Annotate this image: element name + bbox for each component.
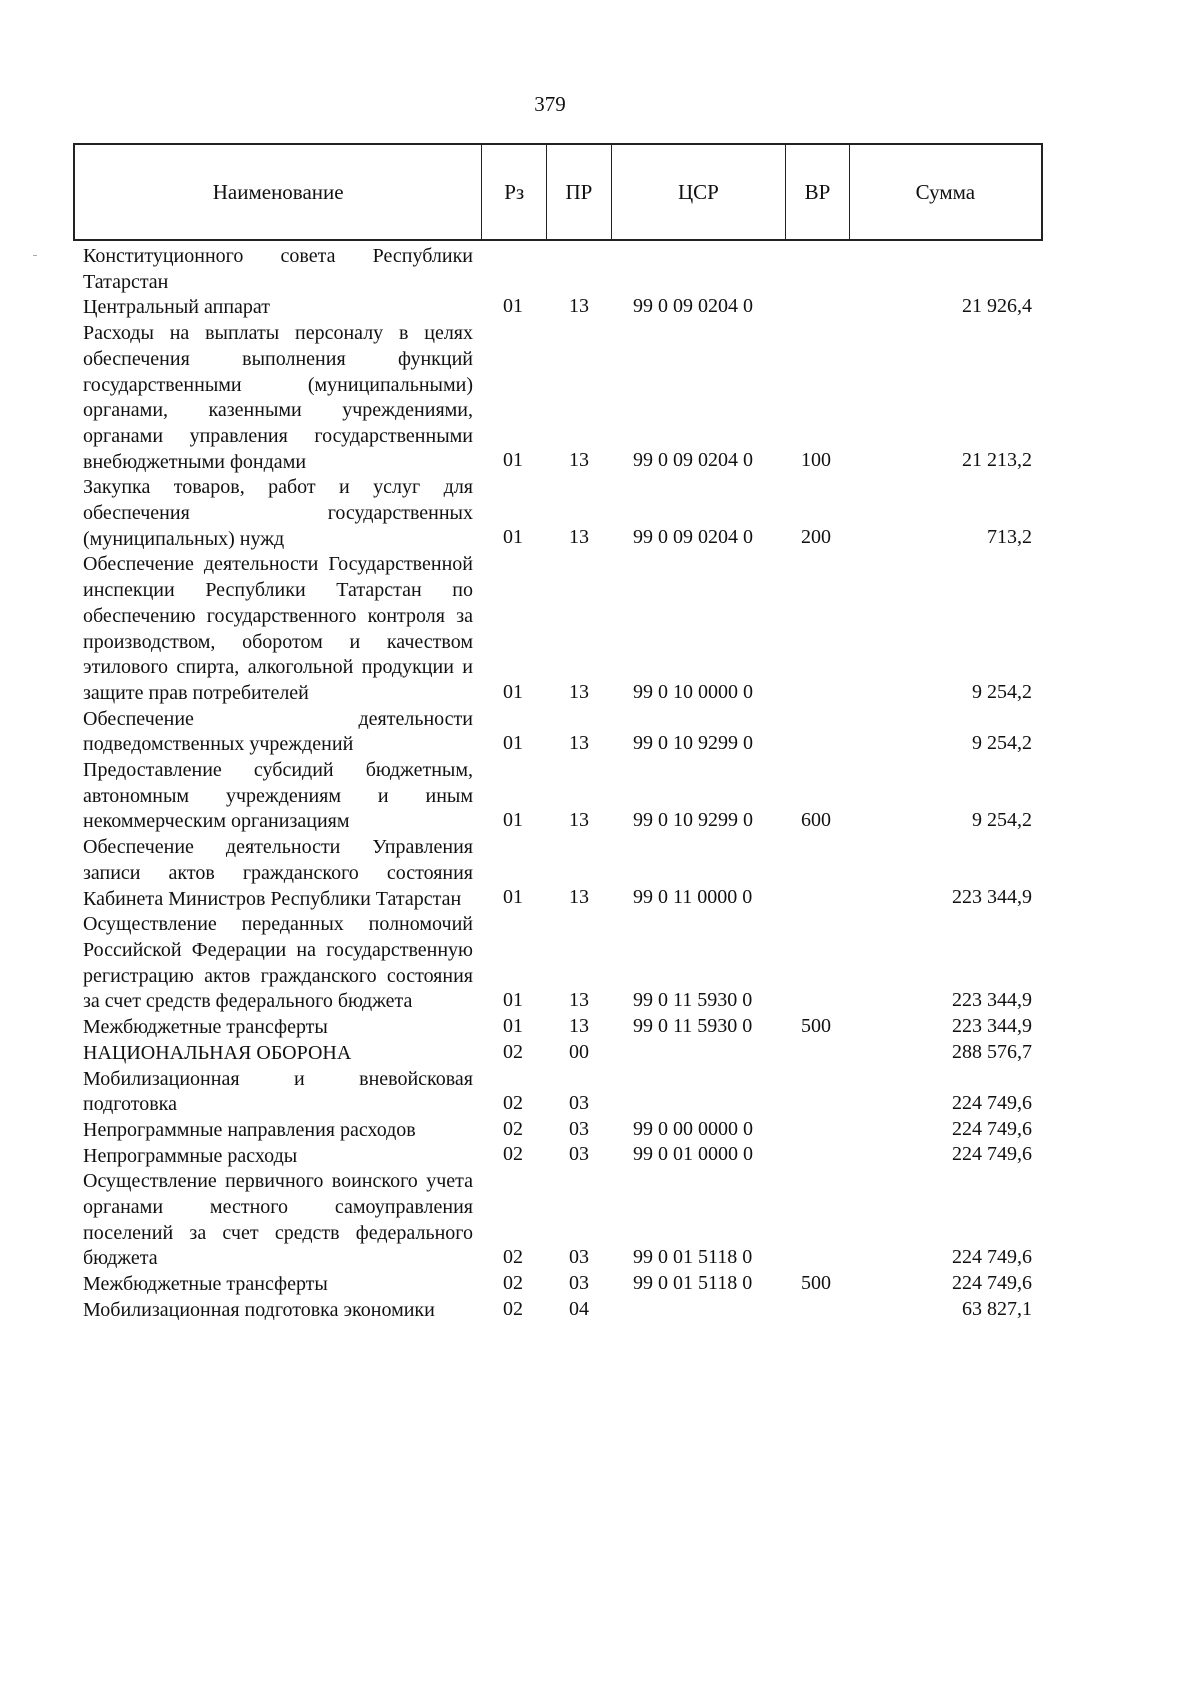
row-vr: 500 <box>801 1014 831 1037</box>
row-pr: 03 <box>569 1271 589 1294</box>
row-rz: 01 <box>503 732 523 755</box>
table-row <box>0 1118 1100 1144</box>
row-csr: 99 0 09 0204 0 <box>633 295 753 318</box>
table-header <box>73 143 1043 241</box>
header-rz: Рз <box>482 145 547 239</box>
table-row <box>0 1272 1100 1298</box>
row-pr: 13 <box>569 295 589 318</box>
table-row <box>0 244 1100 295</box>
row-sum: 224 749,6 <box>952 1271 1032 1294</box>
page-number: 379 <box>534 92 566 116</box>
row-rz: 02 <box>503 1246 523 1269</box>
header-sum: Сумма <box>915 179 976 204</box>
row-rz: 01 <box>503 449 523 472</box>
row-csr: 99 0 09 0204 0 <box>633 449 753 472</box>
row-csr: 99 0 01 5118 0 <box>633 1271 753 1294</box>
table-row <box>0 912 1100 1015</box>
row-sum: 9 254,2 <box>972 732 1032 755</box>
row-pr: 03 <box>569 1091 589 1114</box>
row-sum: 224 749,6 <box>952 1091 1032 1114</box>
header-csr: ЦСР <box>612 145 786 239</box>
row-vr: 100 <box>801 449 831 472</box>
header-pr: ПР <box>547 145 612 239</box>
table-row <box>0 758 1100 835</box>
row-sum: 223 344,9 <box>952 989 1032 1012</box>
table-row <box>0 475 1100 552</box>
row-pr: 13 <box>569 449 589 472</box>
row-sum: 288 576,7 <box>952 1040 1032 1063</box>
table-row <box>0 1169 1100 1272</box>
row-name: Межбюджетные трансферты <box>83 1273 328 1296</box>
row-csr: 99 0 00 0000 0 <box>633 1117 753 1140</box>
row-pr: 13 <box>569 886 589 909</box>
row-rz: 01 <box>503 989 523 1012</box>
row-sum: 9 254,2 <box>972 680 1032 703</box>
table-row <box>0 835 1100 912</box>
table-row <box>0 1067 1100 1118</box>
row-rz: 01 <box>503 886 523 909</box>
row-rz: 02 <box>503 1271 523 1294</box>
row-pr: 13 <box>569 680 589 703</box>
table-row <box>0 707 1100 758</box>
row-pr: 13 <box>569 809 589 832</box>
row-name: Осуществление первичного воинского учета органами местного самоуправления поселений за счет средств федерального бюджета <box>83 1170 473 1270</box>
table-row <box>0 552 1100 706</box>
row-csr: 99 0 11 5930 0 <box>633 1014 753 1037</box>
row-pr: 03 <box>569 1246 589 1269</box>
row-pr: 13 <box>569 1014 589 1037</box>
row-vr: 200 <box>801 526 831 549</box>
row-sum: 223 344,9 <box>952 1014 1032 1037</box>
row-name: НАЦИОНАЛЬНАЯ ОБОРОНА <box>83 1041 352 1064</box>
row-name: Непрограммные направления расходов <box>83 1118 416 1141</box>
row-rz: 02 <box>503 1297 523 1320</box>
row-rz: 02 <box>503 1040 523 1063</box>
table-row <box>0 321 1100 475</box>
row-csr: 99 0 10 9299 0 <box>633 732 753 755</box>
row-pr: 00 <box>569 1040 589 1063</box>
row-name: Обеспечение деятельности Управления записи актов гражданского состояния Кабинета Министров Республики Татарстан <box>83 836 473 910</box>
header-name: Наименование <box>75 145 482 239</box>
row-rz: 01 <box>503 680 523 703</box>
header-vr: ВР <box>786 145 850 239</box>
row-name: Межбюджетные трансферты <box>83 1016 328 1039</box>
table-body <box>0 244 1100 1324</box>
row-sum: 224 749,6 <box>952 1246 1032 1269</box>
row-name: Центральный аппарат <box>83 296 271 319</box>
row-csr: 99 0 11 5930 0 <box>633 989 753 1012</box>
row-sum: 224 749,6 <box>952 1117 1032 1140</box>
row-rz: 01 <box>503 809 523 832</box>
row-pr: 13 <box>569 989 589 1012</box>
row-vr: 500 <box>801 1271 831 1294</box>
row-rz: 02 <box>503 1143 523 1166</box>
row-rz: 02 <box>503 1117 523 1140</box>
row-sum: 713,2 <box>987 526 1032 549</box>
row-name: Закупка товаров, работ и услуг для обеспечения государственных (муниципальных) нужд <box>83 476 473 550</box>
row-name: Мобилизационная подготовка экономики <box>83 1298 435 1321</box>
row-rz: 02 <box>503 1091 523 1114</box>
row-name: Обеспечение деятельности подведомственных учреждений <box>83 707 473 756</box>
row-csr: 99 0 10 0000 0 <box>633 680 753 703</box>
row-csr: 99 0 09 0204 0 <box>633 526 753 549</box>
table-row <box>0 1298 1100 1324</box>
row-name: Предоставление субсидий бюджетным, автономным учреждениям и иным некоммерческим организациям <box>83 759 473 833</box>
row-pr: 04 <box>569 1297 589 1320</box>
row-sum: 21 213,2 <box>962 449 1032 472</box>
row-sum: 63 827,1 <box>962 1297 1032 1320</box>
row-vr: 600 <box>801 809 831 832</box>
row-name: Мобилизационная и вневойсковая подготовка <box>83 1067 473 1116</box>
row-csr: 99 0 10 9299 0 <box>633 809 753 832</box>
row-name: Расходы на выплаты персоналу в целях обеспечения выполнения функций государственными (муниципальными) органами, казенными учреждениями, органами управления государственными внебюджетными фондами <box>83 322 473 473</box>
row-rz: 01 <box>503 1014 523 1037</box>
row-sum: 224 749,6 <box>952 1143 1032 1166</box>
row-rz: 01 <box>503 295 523 318</box>
table-row <box>0 295 1100 321</box>
row-name: Конституционного совета Республики Татарстан <box>83 245 473 293</box>
row-name: Обеспечение деятельности Государственной инспекции Республики Татарстан по обеспечению государственного контроля за производством, оборотом и качеством этилового спирта, алкогольной продукции и защите прав потребителей <box>83 553 473 704</box>
row-sum: 9 254,2 <box>972 809 1032 832</box>
table-row <box>0 1041 1100 1067</box>
row-name: Осуществление переданных полномочий Российской Федерации на государственную регистрацию актов гражданского состояния за счет средств федерального бюджета <box>83 913 473 1013</box>
row-pr: 03 <box>569 1117 589 1140</box>
row-pr: 13 <box>569 732 589 755</box>
table-row <box>0 1144 1100 1170</box>
row-sum: 223 344,9 <box>952 886 1032 909</box>
row-pr: 03 <box>569 1143 589 1166</box>
row-sum: 21 926,4 <box>962 295 1032 318</box>
row-csr: 99 0 11 0000 0 <box>633 886 753 909</box>
row-name: Непрограммные расходы <box>83 1144 298 1167</box>
table-row <box>0 1015 1100 1041</box>
row-rz: 01 <box>503 526 523 549</box>
row-pr: 13 <box>569 526 589 549</box>
row-csr: 99 0 01 0000 0 <box>633 1143 753 1166</box>
row-csr: 99 0 01 5118 0 <box>633 1246 753 1269</box>
